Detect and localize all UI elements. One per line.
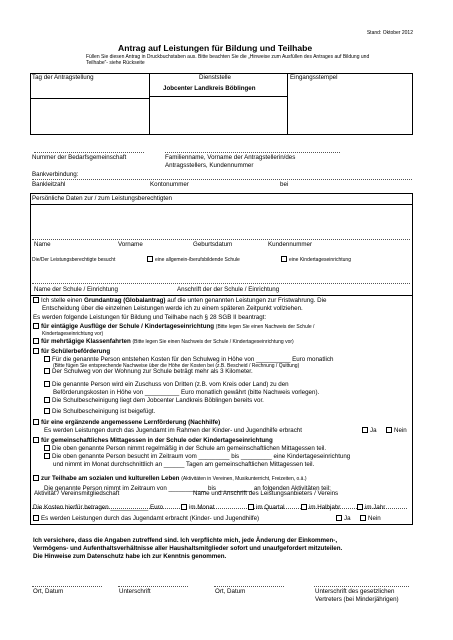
schule-name-label: Name der Schule / Einrichtung xyxy=(34,286,118,293)
verein-label: Aktivität / Vereinsmitgliedschaft xyxy=(34,490,120,497)
jugendamt-option[interactable]: Es werden Leistungen durch das Jugendamt erbracht (Kinder- und Jugendhilfe) xyxy=(33,515,259,523)
ausfluege-option[interactable]: für eintägige Ausflüge der Schule / Kindertageseinrichtung (Bitte legen Sie einen Nachweis der Schule / xyxy=(33,323,314,331)
kosten-monat-checkbox[interactable] xyxy=(181,504,187,510)
befoerderung-option[interactable]: für Schülerbeförderung xyxy=(33,348,110,356)
lern-nein-checkbox[interactable] xyxy=(386,427,392,433)
bef-schulweg-option[interactable]: Der Schulweg von der Wohnung zur Schule beträgt mehr als 3 Kilometer. xyxy=(44,368,253,376)
child-name-label: Name xyxy=(34,241,51,248)
lern-ja-checkbox[interactable] xyxy=(362,427,368,433)
intro-line-2: Teilhabe“- siehe Rückseite xyxy=(86,60,145,66)
sig-unterschrift: Unterschrift xyxy=(119,588,151,595)
mittag-kita-checkbox[interactable] xyxy=(44,453,50,459)
schule-option[interactable]: eine allgemein-/berufsbildende Schule xyxy=(147,256,240,263)
kosten-quartal-checkbox[interactable] xyxy=(248,504,254,510)
lern-checkbox[interactable] xyxy=(33,419,39,425)
lern-option[interactable]: für eine ergänzende angemessene Lernförderung (Nachhilfe) xyxy=(33,419,220,427)
dienststelle-value: Jobcenter Landkreis Böblingen xyxy=(163,85,256,92)
bef-zuschuss-line-2: Beförderungskosten in Höhe von __________ Euro monatlich gewährt (bitte Nachweis vorlegen). xyxy=(53,389,320,396)
declaration-line-2: Vermögens- und Aufenthaltsverhältnisse aller Haushaltsmitglieder sofort und unaufgefordert mitzuteilen. xyxy=(33,545,343,552)
besucht-label: Die/Der Leistungsberechtigte besucht xyxy=(32,257,116,263)
bef-liegt-vor-option[interactable]: Die Schulbescheinigung liegt dem Jobcenter Landkreis Böblingen bereits vor. xyxy=(44,397,264,405)
sig-gesetzlich-1: Unterschrift des gesetzlichen xyxy=(315,588,395,595)
mittag-kita-option[interactable]: Die oben genannte Person besucht im Zeitraum vom _________ bis _________ eine Kindertageseinrichtung xyxy=(44,453,350,461)
lern-nein-option[interactable]: Nein xyxy=(386,427,407,435)
schule-checkbox[interactable] xyxy=(147,256,153,262)
bef-zuschuss-option[interactable]: Die genannte Person wird ein Zuschuss von Dritten (z.B. vom Kreis oder Land) zu den xyxy=(44,381,289,389)
grundantrag-checkbox[interactable] xyxy=(33,297,39,303)
form-title: Antrag auf Leistungen für Bildung und Teilhabe xyxy=(118,43,313,53)
declaration-line-3: Die Hinweise zum Datenschutz habe ich zur Kenntnis genommen. xyxy=(33,553,227,560)
jugendamt-ja-option[interactable]: Ja xyxy=(336,515,351,523)
bef-kosten-checkbox[interactable] xyxy=(44,356,50,362)
kosten-halbjahr-option[interactable]: im Halbjahr xyxy=(301,504,340,512)
bef-beigefuegt-option[interactable]: Die Schulbescheinigung ist beigefügt. xyxy=(44,408,155,416)
jugendamt-checkbox[interactable] xyxy=(33,515,39,521)
kosten-monat-option[interactable]: im Monat xyxy=(181,504,214,512)
bef-liegt-vor-checkbox[interactable] xyxy=(44,397,50,403)
eingang-label: Eingangsstempel xyxy=(290,74,338,81)
teilhabe-checkbox[interactable] xyxy=(33,475,39,481)
sig-ort-datum-2: Ort, Datum xyxy=(215,588,246,595)
mittag-kita-line-2: und nimmt im Monat durchschnittlich an ______ Tagen am gemeinschaftlichen Mittagessen teil. xyxy=(53,461,315,468)
bei-label: bei xyxy=(280,181,289,188)
bef-kosten-option[interactable]: Für die genannte Person entstehen Kosten für den Schulweg in Höhe von __________ Euro monatlich xyxy=(44,356,333,364)
kosten-label: Die Kosten hierfür betragen ___________ Euro xyxy=(33,504,164,511)
grundantrag-line-2: Entscheidung über die einzelnen Leistungen werde ich zu einem späteren Zeitpunkt vollziehen. xyxy=(42,305,303,312)
tag-label: Tag der Antragstellung xyxy=(32,74,94,81)
child-geburtsdatum-label: Geburtsdatum xyxy=(193,241,233,248)
kosten-jahr-checkbox[interactable] xyxy=(357,504,363,510)
top-table xyxy=(30,73,413,135)
dienststelle-label: Dienststelle xyxy=(199,74,231,81)
bef-schulweg-checkbox[interactable] xyxy=(44,368,50,374)
mittag-schule-option[interactable]: Die oben genannte Person nimmt regelmäßig in der Schule am gemeinschaftlichen Mittagessen teil. xyxy=(44,445,326,453)
bef-beigefuegt-checkbox[interactable] xyxy=(44,408,50,414)
intro-line-1: Füllen Sie diesen Antrag in Druckbuchstaben aus. Bitte beachten Sie die „Hinweise zum Ausfüllen des Antrages auf Bildung und xyxy=(86,54,370,60)
sig-ort-datum-1: Ort, Datum xyxy=(33,588,64,595)
applicant-name-label-2: Antragsstellers, Kundennummer xyxy=(165,162,254,169)
mittag-checkbox[interactable] xyxy=(33,437,39,443)
bef-kosten-note: (Bitte fügen Sie entsprechende Nachweise über die Höhe der Kosten bei (z.B. Bescheid / Rechnung / Quittung) xyxy=(53,363,300,369)
ausfluege-note-2: Kindertageseinrichtung vor) xyxy=(42,331,104,337)
sig-gesetzlich-2: Vertreters (bei Minderjährigen) xyxy=(315,596,399,603)
teilhabe-option[interactable]: zur Teilhabe am sozialen und kulturellen Leben (Aktivitäten in Vereinen, Musikunterricht, Freizeiten, o.ä.) xyxy=(33,475,307,483)
kita-option[interactable]: eine Kindertageseinrichtung xyxy=(281,256,351,263)
beantragt-label: Es werden folgende Leistungen für Bildung und Teilhabe nach § 28 SGB II beantragt: xyxy=(33,314,267,321)
mittag-option[interactable]: für gemeinschaftliches Mittagessen in der Schule oder Kindertageseinrichtung xyxy=(33,437,273,445)
klassenfahrten-option[interactable]: für mehrtägige Klassenfahrten (Bitte legen Sie einen Nachweis der Schule / Kindertageseinrichtung vor) xyxy=(33,338,294,346)
kontonummer-label: Kontonummer xyxy=(150,181,189,188)
mittag-schule-checkbox[interactable] xyxy=(44,445,50,451)
stand-date: Stand: Oktober 2012 xyxy=(366,30,413,36)
klassenfahrten-checkbox[interactable] xyxy=(33,338,39,344)
kosten-jahr-option[interactable]: im Jahr xyxy=(357,504,385,512)
anbieter-label: Name und Anschrift des Leistungsanbieters / Vereins xyxy=(193,490,339,497)
kita-checkbox[interactable] xyxy=(281,256,287,262)
ausfluege-checkbox[interactable] xyxy=(33,323,39,329)
schule-addr-label: Anschrift der der Schule / Einrichtung xyxy=(177,286,280,293)
grundantrag-option[interactable]: Ich stelle einen Grundantrag (Globalantrag) auf die unten genannten Leistungen zur Fristwahrung. Die xyxy=(33,297,326,305)
child-heading: Persönliche Daten zur / zum Leistungsberechtigten xyxy=(32,195,172,202)
lern-ja-option[interactable]: Ja xyxy=(362,427,377,435)
declaration-line-1: Ich versichere, dass die Angaben zutreffend sind. Ich verpflichte mich, jede Änderung der Einkommen-, xyxy=(33,537,338,544)
befoerderung-checkbox[interactable] xyxy=(33,348,39,354)
bankleitzahl-label: Bankleitzahl xyxy=(32,181,66,188)
bef-zuschuss-checkbox[interactable] xyxy=(44,381,50,387)
bg-number-label: Nummer der Bedarfsgemeinschaft xyxy=(32,154,127,161)
jugendamt-nein-option[interactable]: Nein xyxy=(360,515,381,523)
kosten-halbjahr-checkbox[interactable] xyxy=(301,504,307,510)
teilhabe-zeitraum: Die genannte Person nimmt im Zeitraum von ___________ bis __________ an folgenden Aktivitäten teil: xyxy=(44,485,331,492)
applicant-name-label-1: Familienname, Vorname der Antragstellerin/des xyxy=(165,154,296,161)
jugendamt-nein-checkbox[interactable] xyxy=(360,515,366,521)
child-vorname-label: Vorname xyxy=(118,241,143,248)
lern-jugendamt-question: Es werden Leistungen durch das Jugendamt im Rahmen der Kinder- und Jugendhilfe erbracht xyxy=(44,427,302,434)
bank-label: Bankverbindung: xyxy=(32,171,79,178)
jugendamt-ja-checkbox[interactable] xyxy=(336,515,342,521)
child-kundennummer-label: Kundennummer xyxy=(268,241,313,248)
kosten-quartal-option[interactable]: im Quartal xyxy=(248,504,285,512)
